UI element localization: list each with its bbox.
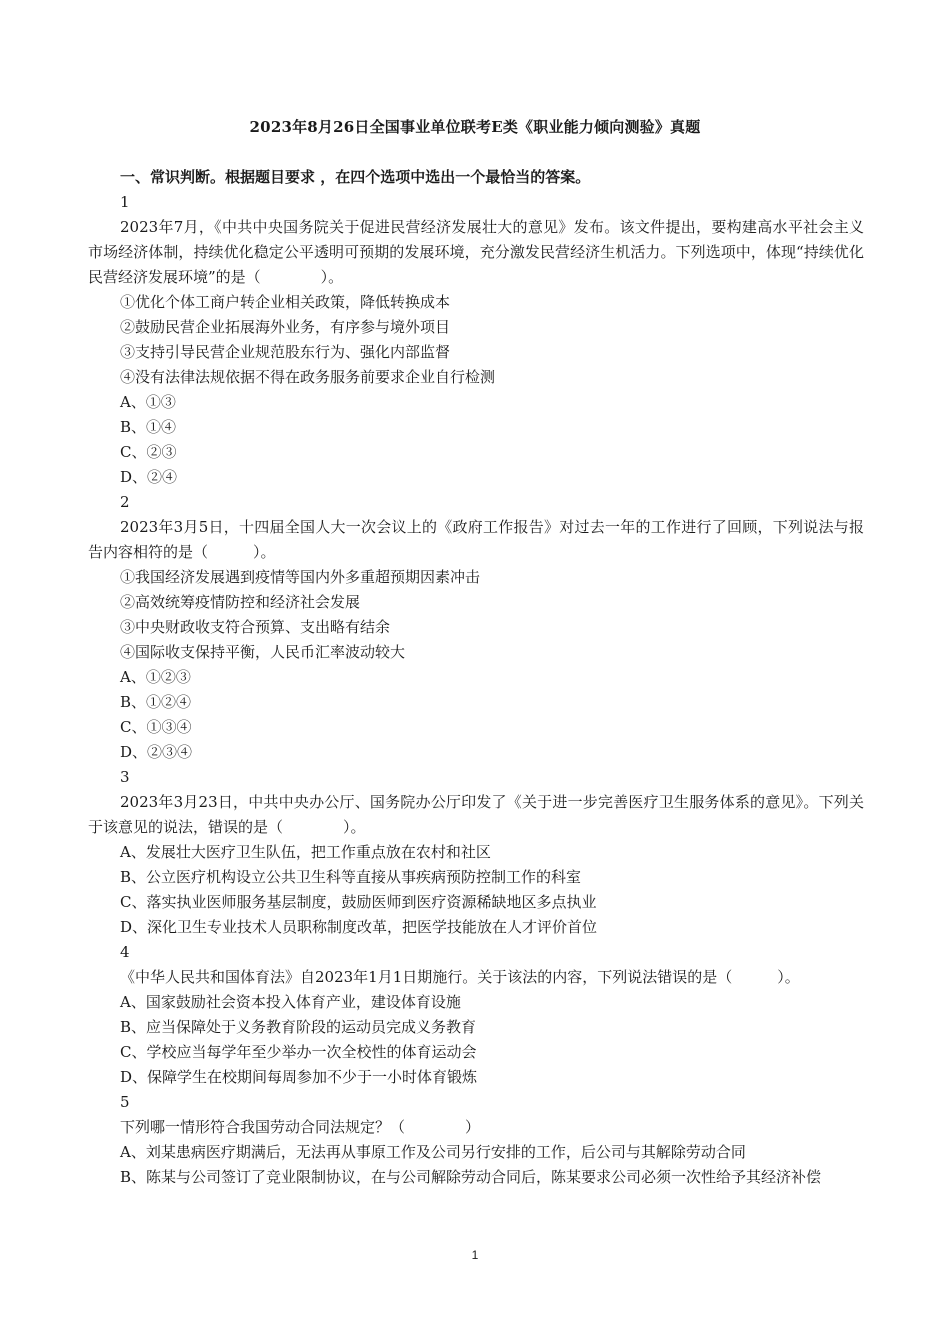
option: B、陈某与公司签订了竞业限制协议，在与公司解除劳动合同后，陈某要求公司必须一次性给予其经济补偿 [120,1168,822,1186]
option: C、学校应当每学年至少举办一次全校性的体育运动会 [120,1043,477,1061]
option: D、②③④ [120,743,193,761]
document-body [88,165,864,1190]
statement: ②鼓励民营企业拓展海外业务，有序参与境外项目 [120,318,451,336]
section-heading: 一、常识判断。根据题目要求 ，在四个选项中选出一个最恰当的答案。 [120,168,591,186]
statement: ③中央财政收支符合预算、支出略有结余 [120,618,391,636]
option: A、①③ [120,393,176,411]
page-title: 2023年8月26日全国事业单位联考E类《职业能力倾向测验》真题 [249,118,701,136]
option: D、深化卫生专业技术人员职称制度改革，把医学技能放在人才评价首位 [120,918,598,936]
question-5 [88,1090,864,1190]
option: B、公立医疗机构设立公共卫生科等直接从事疾病预防控制工作的科室 [120,868,582,886]
statement: ①我国经济发展遇到疫情等国内外多重超预期因素冲击 [120,568,481,586]
question-3 [88,765,864,940]
statement: ④国际收支保持平衡，人民币汇率波动较大 [120,643,406,661]
question-1 [88,190,864,490]
option: B、①④ [120,418,177,436]
option: B、应当保障处于义务教育阶段的运动员完成义务教育 [120,1018,477,1036]
option: C、落实执业医师服务基层制度，鼓励医师到医疗资源稀缺地区多点执业 [120,893,597,911]
question-number: 3 [120,768,130,786]
statement: ③支持引导民营企业规范股东行为、强化内部监督 [120,343,451,361]
statement: ①优化个体工商户转企业相关政策，降低转换成本 [120,293,451,311]
question-number: 1 [120,193,130,211]
question-stem: 下列哪一情形符合我国劳动合同法规定？（ ） [120,1118,481,1136]
question-2 [88,490,864,765]
option: A、发展壮大医疗卫生队伍，把工作重点放在农村和社区 [120,843,491,861]
option: C、①③④ [120,718,192,736]
option: A、国家鼓励社会资本投入体育产业，建设体育设施 [120,993,461,1011]
question-stem: 2023年7月，《中共中央国务院关于促进民营经济发展壮大的意见》发布。该文件提出，要构建高水平社会主义市场经济体制，持续优化稳定公平透明可预期的发展环境，充分激发民营经济生机活力。下列选项中，体现“持续优化民营经济发展环境”的是（ ）。 [88,218,864,286]
question-number: 2 [120,493,130,511]
option: D、保障学生在校期间每周参加不少于一小时体育锻炼 [120,1068,478,1086]
question-number: 4 [120,943,130,961]
question-4 [88,940,864,1090]
statement: ④没有法律法规依据不得在政务服务前要求企业自行检测 [120,368,496,386]
option: B、①②④ [120,693,192,711]
option: A、①②③ [120,668,191,686]
question-number: 5 [120,1093,130,1111]
option: A、刘某患病医疗期满后，无法再从事原工作及公司另行安排的工作，后公司与其解除劳动合同 [120,1143,746,1161]
option: D、②④ [120,468,178,486]
question-stem: 2023年3月5日，十四届全国人大一次会议上的《政府工作报告》对过去一年的工作进行了回顾，下列说法与报告内容相符的是（ ）。 [88,518,864,561]
page-number: 1 [471,1248,479,1262]
question-stem: 《中华人民共和国体育法》自2023年1月1日期施行。关于该法的内容，下列说法错误的是（ ）。 [120,968,800,986]
option: C、②③ [120,443,177,461]
statement: ②高效统筹疫情防控和经济社会发展 [120,593,361,611]
question-stem: 2023年3月23日，中共中央办公厅、国务院办公厅印发了《关于进一步完善医疗卫生服务体系的意见》。下列关于该意见的说法，错误的是（ ）。 [88,793,864,836]
